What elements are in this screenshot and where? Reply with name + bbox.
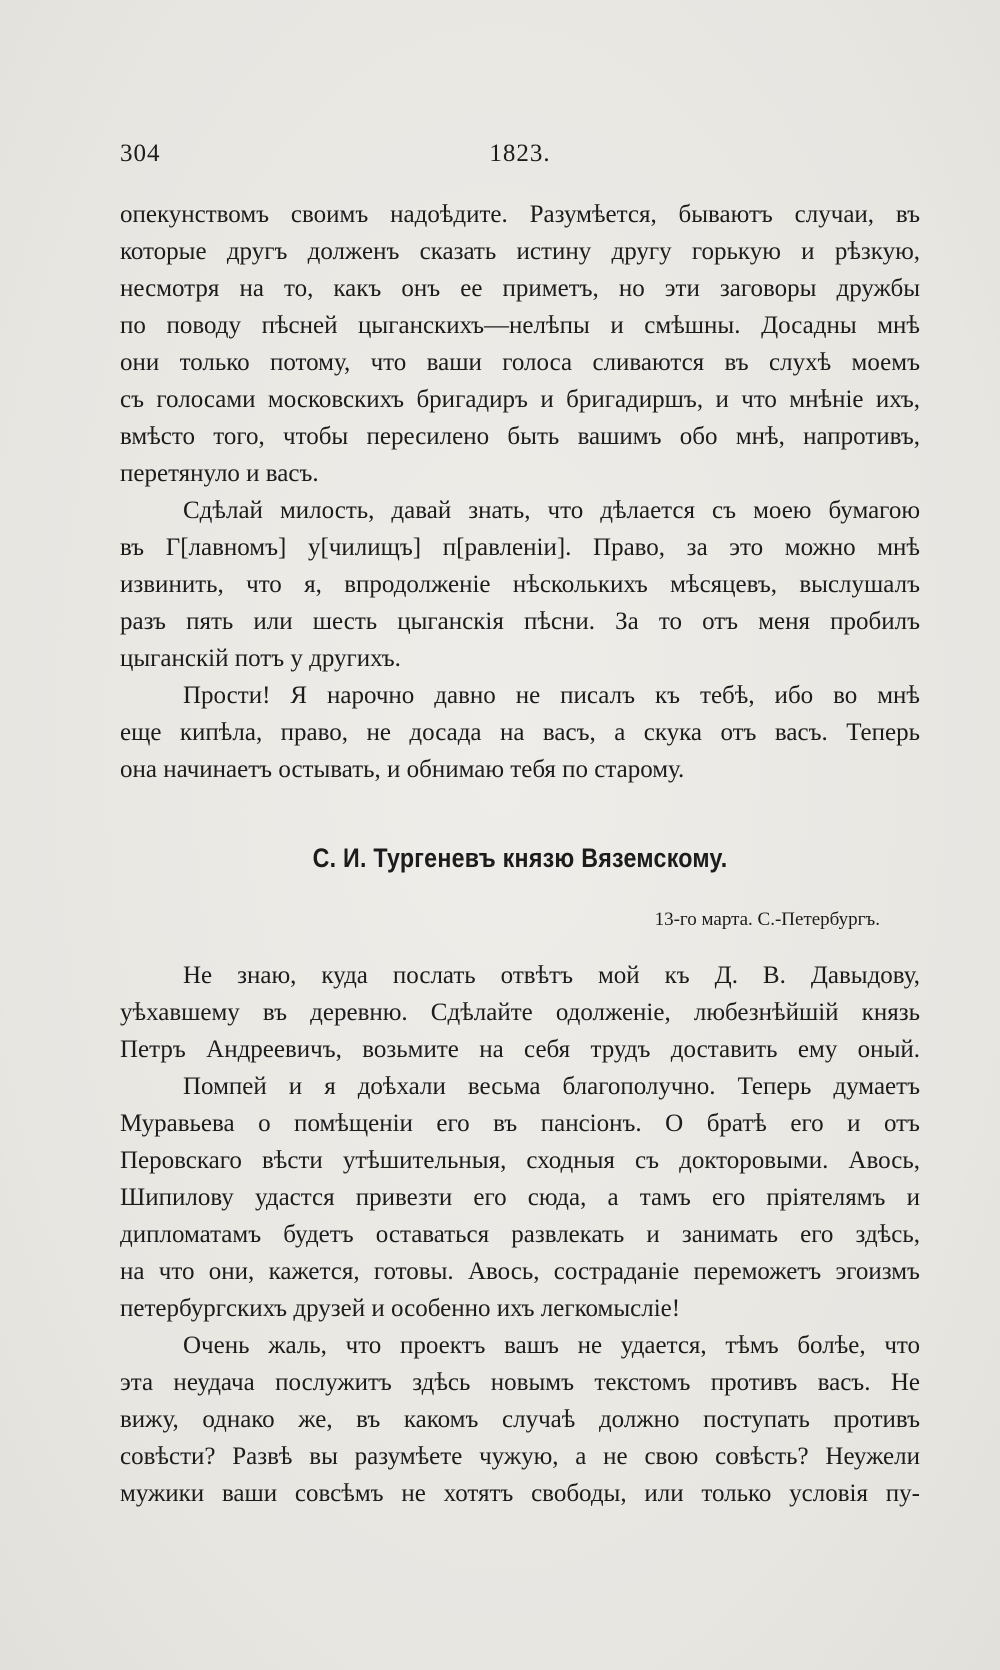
text-line: цыганскій потъ у другихъ. [120,645,401,672]
letter-body [120,957,920,1512]
text-line: Муравьева о помѣщеніи его въ пансіонъ. О братѣ его и отъ [120,1110,920,1137]
text-line: дипломатамъ будетъ оставаться развлекать и занимать его здѣсь, [120,1221,920,1248]
text-line: съ голосами московскихъ бригадиръ и бригадиршъ, и что мнѣніе ихъ, [120,386,920,413]
text-line: несмотря на то, какъ онъ ее приметъ, но эти заговоры дружбы [120,275,920,302]
text-line: Перовскаго вѣсти утѣшительныя, сходныя съ докторовыми. Авось, [120,1147,920,1174]
text-line: вижу, однако же, въ какомъ случаѣ должно поступать противъ [120,1406,920,1433]
running-head-year: 1823. [489,140,551,167]
text-line: Очень жаль, что проектъ вашъ не удается, тѣмъ болѣе, что [183,1332,920,1359]
text-line: они только потому, что ваши голоса сливаются въ слухѣ моемъ [120,349,920,376]
text-line: совѣсти? Развѣ вы разумѣете чужую, а не свою совѣсть? Неужели [120,1443,920,1470]
text-line: Шипилову удастся привезти его сюда, а тамъ его пріятелямъ и [120,1184,920,1211]
letter-heading: С. И. Тургеневъ князю Вяземскому. [312,843,728,873]
text-line: Сдѣлай милость, давай знать, что дѣлается съ моею бумагою [183,497,920,524]
text-line: извинить, что я, впродолженіе нѣсколькихъ мѣсяцевъ, выслушалъ [120,571,920,598]
text-line: мужики ваши совсѣмъ не хотятъ свободы, или только условія пу- [120,1480,920,1507]
text-line: еще кипѣла, право, не досада на васъ, а скука отъ васъ. Теперь [120,719,920,746]
text-line: на что они, кажется, готовы. Авось, состраданіе переможетъ эгоизмъ [120,1258,920,1285]
text-line: по поводу пѣсней цыганскихъ—нелѣпы и смѣшны. Досадны мнѣ [120,312,920,339]
text-line: эта неудача послужитъ здѣсь новымъ текстомъ противъ васъ. Не [120,1369,920,1396]
text-line: Не знаю, куда послать отвѣтъ мой къ Д. В. Давыдову, [183,962,920,989]
text-line: перетянуло и васъ. [120,460,319,487]
text-line: вмѣсто того, чтобы пересилено быть вашимъ обо мнѣ, напротивъ, [120,423,920,450]
text-line: Помпей и я доѣхали весьма благополучно. Теперь думаетъ [183,1073,920,1100]
text-line: которые другъ долженъ сказать истину другу горькую и рѣзкую, [120,238,920,265]
text-line: въ Г[лавномъ] у[чилищъ] п[равленіи]. Право, за это можно мнѣ [120,534,920,561]
text-line: она начинаетъ остывать, и обнимаю тебя по старому. [120,756,685,783]
page-header [120,140,920,176]
text-line: петербургскихъ друзей и особенно ихъ легкомысліе! [120,1295,681,1322]
text-line: опекунствомъ своимъ надоѣдите. Разумѣется, бываютъ случаи, въ [120,201,920,228]
page-number: 304 [120,140,161,167]
text-line: Петръ Андреевичъ, возьмите на себя трудъ доставить ему оный. [120,1036,920,1063]
text-line: разъ пять или шесть цыганскія пѣсни. За то отъ меня пробилъ [120,608,920,635]
letter-dateline: 13-го марта. С.-Петербургъ. [654,909,880,930]
text-line: Прости! Я нарочно давно не писалъ къ тебѣ, ибо во мнѣ [183,682,920,709]
letter-continuation [120,196,920,788]
text-line: уѣхавшему въ деревню. Сдѣлайте одолженіе, любезнѣйшій князь [120,999,920,1026]
